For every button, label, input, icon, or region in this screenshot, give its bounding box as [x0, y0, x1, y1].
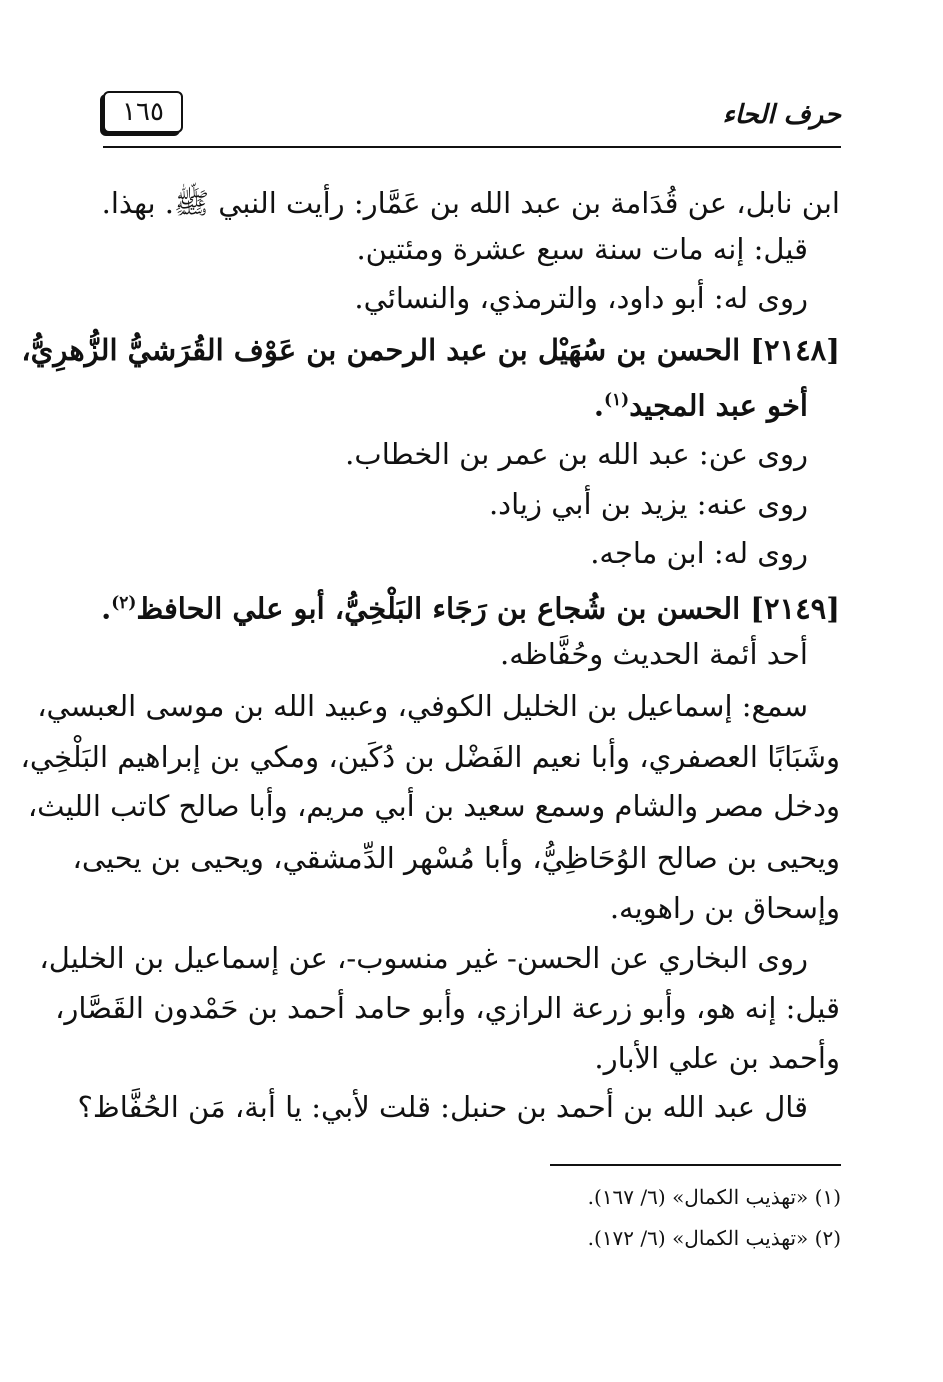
- text-line: أحد أئمة الحديث وحُفَّاظه.: [500, 637, 808, 671]
- footnote-ref: (١): [603, 390, 630, 410]
- chapter-header: حرف الحاء: [722, 100, 841, 130]
- text-line: روى له: ابن ماجه.: [590, 536, 808, 570]
- entry-2148-heading: [٢١٤٨] الحسن بن سُهَيْل بن عبد الرحمن بن عَوْف القُرَشيُّ الزُّهرِيُّ،: [21, 333, 840, 367]
- text-line: روى له: أبو داود، والترمذي، والنسائي.: [354, 281, 808, 315]
- entry-2148-heading-cont: أخو عبد المجيد$^{(١)}$.: [593, 388, 808, 423]
- text-line: وإسحاق بن راهويه.: [609, 891, 840, 925]
- text-line: روى البخاري عن الحسن- غير منسوب-، عن إسماعيل بن الخليل،: [39, 941, 808, 975]
- text-line: ودخل مصر والشام وسمع سعيد بن أبي مريم، وأبا صالح كاتب الليث،: [27, 789, 840, 823]
- text-line: وأحمد بن علي الأبار.: [594, 1041, 840, 1075]
- text-line: ويحيى بن صالح الوُحَاظِيُّ، وأبا مُسْهر الدِّمشقي، ويحيى بن يحيى،: [72, 841, 840, 875]
- entry-2149-heading: [٢١٤٩] الحسن بن شُجاع بن رَجَاء البَلْخِيُّ، أبو علي الحافظ$^{(٢)}$.: [101, 591, 840, 626]
- text-line: وشَبَابًا العصفري، وأبا نعيم الفَضْل بن دُكَين، ومكي بن إبراهيم البَلْخِي،: [20, 740, 840, 774]
- footnote-1: (١) «تهذيب الكمال» (٦/ ١٦٧).: [587, 1185, 841, 1209]
- footnote-divider: [550, 1164, 841, 1166]
- footnote-2: (٢) «تهذيب الكمال» (٦/ ١٧٢).: [587, 1226, 841, 1250]
- text-line: قال عبد الله بن أحمد بن حنبل: قلت لأبي: يا أبة، مَن الحُفَّاظ؟: [77, 1090, 808, 1124]
- footnote-ref: (٢): [111, 593, 137, 613]
- text-line: قيل: إنه مات سنة سبع عشرة ومئتين.: [356, 232, 808, 266]
- text-line: روى عنه: يزيد بن أبي زياد.: [488, 487, 808, 521]
- text-line: قيل: إنه هو، وأبو زرعة الرازي، وأبو حامد أحمد بن حَمْدون القَصَّار،: [55, 991, 840, 1025]
- page-number: ١٦٥: [103, 91, 183, 133]
- text-line: روى عن: عبد الله بن عمر بن الخطاب.: [345, 437, 808, 471]
- text-line: ابن نابل، عن قُدَامة بن عبد الله بن عَمَّار: رأيت النبي ﷺ. بهذا.: [101, 186, 840, 220]
- text-line: سمع: إسماعيل بن الخليل الكوفي، وعبيد الله بن موسى العبسي،: [37, 689, 808, 723]
- header-divider: [103, 146, 841, 148]
